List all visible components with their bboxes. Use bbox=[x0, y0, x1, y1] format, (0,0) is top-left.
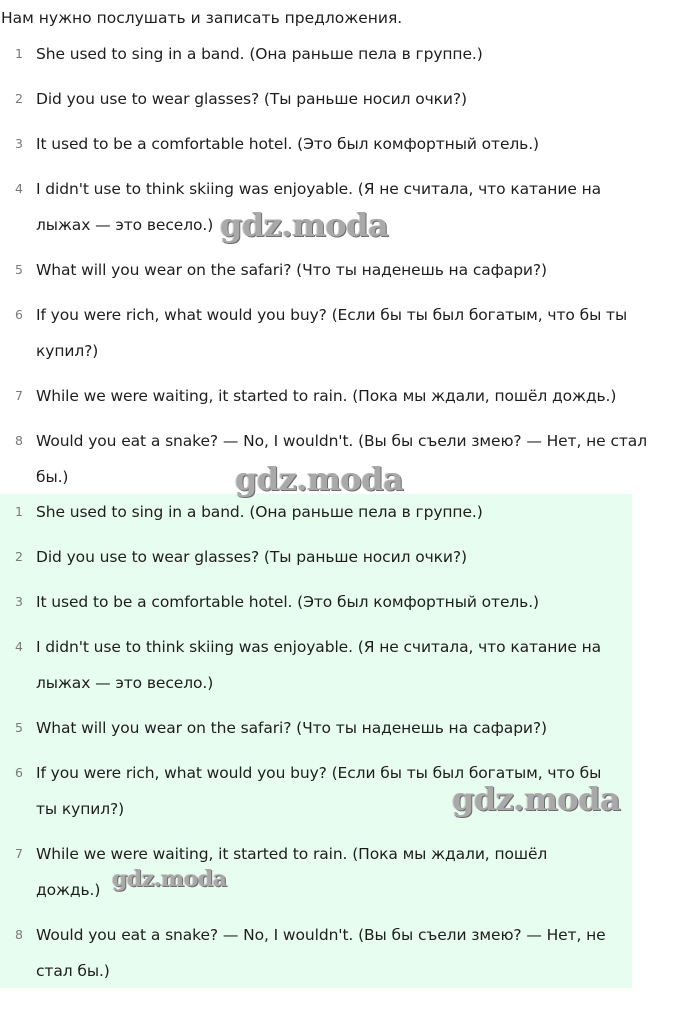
item-text: While we were waiting, it started to rain. (Пока мы ждали, пошёл bbox=[36, 845, 548, 863]
item-text: While we were waiting, it started to rain. (Пока мы ждали, пошёл дождь.) bbox=[36, 387, 617, 405]
item-text: She used to sing in a band. (Она раньше пела в группе.) bbox=[36, 503, 483, 521]
item-text-continued: лыжах — это весело.) bbox=[36, 216, 214, 234]
item-text: Would you eat a snake? — No, I wouldn't. (Вы бы съели змею? — Нет, не bbox=[36, 926, 606, 944]
item-text-continued: ты купил?) bbox=[36, 800, 125, 818]
item-text-continued: дождь.) bbox=[36, 881, 101, 899]
item-number: 5 bbox=[15, 720, 23, 735]
item-text: I didn't use to think skiing was enjoyable. (Я не считала, что катание на bbox=[36, 638, 602, 656]
item-number: 8 bbox=[15, 433, 23, 448]
item-text: What will you wear on the safari? (Что ты наденешь на сафари?) bbox=[36, 261, 547, 279]
intro-text: Нам нужно послушать и записать предложения. bbox=[1, 9, 403, 27]
item-number: 3 bbox=[15, 136, 23, 151]
item-text: I didn't use to think skiing was enjoyable. (Я не считала, что катание на bbox=[36, 180, 602, 198]
item-text: Did you use to wear glasses? (Ты раньше носил очки?) bbox=[36, 548, 467, 566]
item-text: It used to be a comfortable hotel. (Это был комфортный отель.) bbox=[36, 593, 539, 611]
item-number: 7 bbox=[15, 846, 23, 861]
item-number: 2 bbox=[15, 549, 23, 564]
item-number: 6 bbox=[15, 765, 23, 780]
sentence-list-highlighted bbox=[0, 494, 632, 988]
watermark-logo: gdz.moda bbox=[452, 780, 621, 818]
item-text-continued: стал бы.) bbox=[36, 962, 110, 980]
item-number: 7 bbox=[15, 388, 23, 403]
watermark-logo: gdz.moda bbox=[235, 460, 404, 498]
item-number: 8 bbox=[15, 927, 23, 942]
item-number: 3 bbox=[15, 594, 23, 609]
item-number: 6 bbox=[15, 307, 23, 322]
watermark-logo: gdz.moda bbox=[220, 206, 389, 244]
item-text: Did you use to wear glasses? (Ты раньше носил очки?) bbox=[36, 90, 467, 108]
watermark-logo: gdz.moda bbox=[112, 866, 227, 892]
item-number: 1 bbox=[15, 46, 23, 61]
item-text: She used to sing in a band. (Она раньше пела в группе.) bbox=[36, 45, 483, 63]
item-number: 1 bbox=[15, 504, 23, 519]
item-number: 4 bbox=[15, 181, 23, 196]
item-text: If you were rich, what would you buy? (Если бы ты был богатым, что бы bbox=[36, 764, 602, 782]
item-text: If you were rich, what would you buy? (Если бы ты был богатым, что бы ты bbox=[36, 306, 628, 324]
item-number: 5 bbox=[15, 262, 23, 277]
item-text-continued: купил?) bbox=[36, 342, 99, 360]
item-text: What will you wear on the safari? (Что ты наденешь на сафари?) bbox=[36, 719, 547, 737]
item-text: Would you eat a snake? — No, I wouldn't. (Вы бы съели змею? — Нет, не стал bbox=[36, 432, 647, 450]
item-text-continued: бы.) bbox=[36, 468, 69, 486]
item-number: 2 bbox=[15, 91, 23, 106]
item-number: 4 bbox=[15, 639, 23, 654]
item-text-continued: лыжах — это весело.) bbox=[36, 674, 214, 692]
item-text: It used to be a comfortable hotel. (Это был комфортный отель.) bbox=[36, 135, 539, 153]
